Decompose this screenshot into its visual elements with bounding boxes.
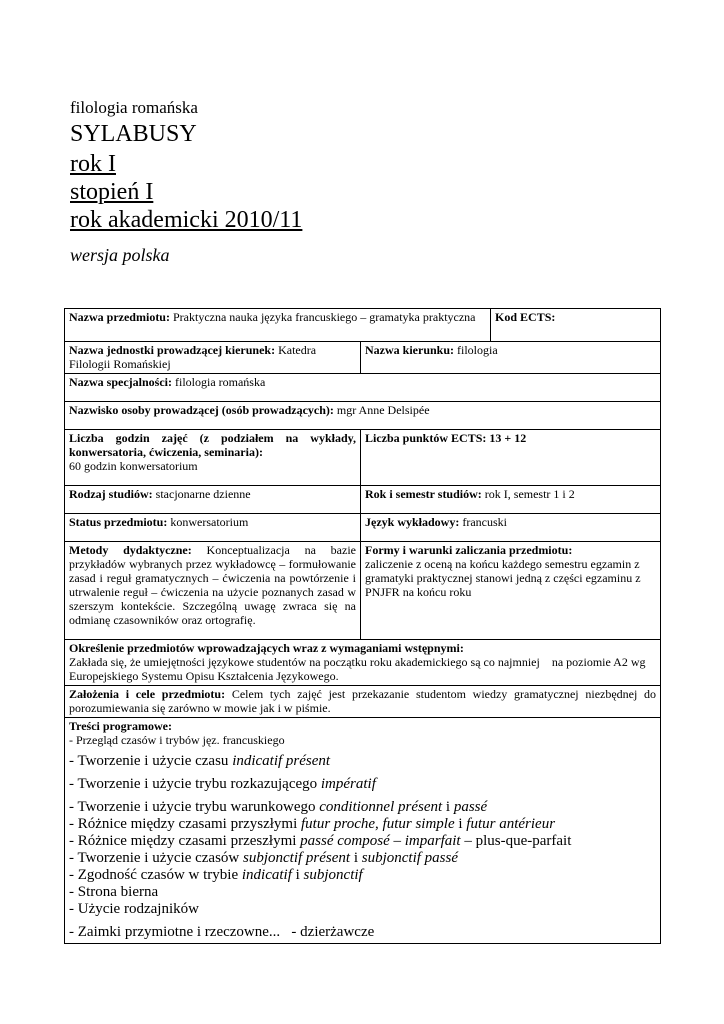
cell-ects-code bbox=[491, 309, 661, 342]
content-label: Treści programowe: bbox=[69, 719, 172, 733]
row-subject bbox=[65, 309, 661, 342]
cell-unit bbox=[65, 342, 361, 374]
cell-year-semester bbox=[361, 486, 661, 514]
hours-value: 60 godzin konwersatorium bbox=[69, 459, 198, 473]
content-line-9: - Strona bierna bbox=[69, 884, 159, 900]
status-label: Status przedmiotu: bbox=[69, 515, 168, 529]
year-semester-label: Rok i semestr studiów: bbox=[365, 487, 482, 501]
unit-value: Katedra Filologii Romańskiej bbox=[69, 343, 317, 371]
subject-value: Praktyczna nauka języka francuskiego – gramatyka praktyczna bbox=[172, 310, 476, 324]
ects-points-label: Liczba punktów ECTS: bbox=[365, 431, 487, 445]
content-line-1: - Przegląd czasów i trybów jęz. francuskiego bbox=[69, 733, 285, 747]
teacher-value: mgr Anne Delsipée bbox=[336, 403, 430, 417]
row-methods bbox=[65, 542, 661, 640]
row-prerequisites bbox=[65, 640, 661, 686]
goals-value: Celem tych zajęć jest przekazanie studentom wiedzy gramatycznej niezbędnej do porozumiewania się zarówno w mowie jak i w piśmie. bbox=[69, 687, 657, 715]
cell-forms bbox=[361, 542, 661, 640]
language-label: Język wykładowy: bbox=[365, 515, 460, 529]
cell-study-type bbox=[65, 486, 361, 514]
subject-label: Nazwa przedmiotu: bbox=[69, 310, 170, 324]
document-title: SYLABUSY bbox=[70, 121, 197, 147]
goals-label: Założenia i cele przedmiotu: bbox=[69, 687, 226, 701]
content-line-8: - Zgodność czasów w trybie indicatif i subjonctif bbox=[69, 867, 363, 883]
specialty-label: Nazwa specjalności: bbox=[69, 375, 172, 389]
field-label: Nazwa kierunku: bbox=[365, 343, 455, 357]
ects-points-value: 13 + 12 bbox=[489, 431, 527, 445]
faculty-name: filologia romańska bbox=[70, 98, 198, 117]
row-goals bbox=[65, 686, 661, 718]
cell-status bbox=[65, 514, 361, 542]
academic-year: rok akademicki 2010/11 bbox=[70, 207, 303, 233]
row-unit bbox=[65, 342, 661, 374]
cell-goals bbox=[65, 686, 661, 718]
hours-label: Liczba godzin zajęć (z podziałem na wykłady, konwersatoria, ćwiczenia, seminaria): bbox=[69, 431, 356, 459]
cell-language bbox=[361, 514, 661, 542]
content-line-4: - Tworzenie i użycie trybu warunkowego conditionnel présent i passé bbox=[69, 799, 488, 815]
cell-subject bbox=[65, 309, 491, 342]
teacher-label: Nazwisko osoby prowadzącej (osób prowadzących): bbox=[69, 403, 334, 417]
cell-prerequisites bbox=[65, 640, 661, 686]
field-value: filologia bbox=[457, 343, 498, 357]
specialty-value: filologia romańska bbox=[174, 375, 266, 389]
content-line-5: - Różnice między czasami przyszłymi futur proche, futur simple i futur antérieur bbox=[69, 816, 556, 832]
content-line-6: - Różnice między czasami przeszłymi passé composé – imparfait – plus-que-parfait bbox=[69, 833, 572, 849]
row-specialty bbox=[65, 374, 661, 402]
ects-code-label: Kod ECTS: bbox=[495, 310, 556, 324]
row-study-type bbox=[65, 486, 661, 514]
methods-value: Konceptualizacja na bazie przykładów wybranych przez wykładowcę – formułowanie zasad i reguł gramatycznych – ćwiczenia na powtórzenie i utrwalenie reguł – ćwiczenia na użycie poznanych zasad w szerszym kontekście. Szczególną uwagę zwraca się na odmianę czasowników oraz ortografię. bbox=[69, 543, 356, 627]
syllabus-table bbox=[64, 308, 661, 944]
content-line-3: - Tworzenie i użycie trybu rozkazującego impératif bbox=[69, 776, 376, 792]
cell-methods bbox=[65, 542, 361, 640]
forms-label: Formy i warunki zaliczania przedmiotu: bbox=[365, 543, 573, 557]
row-status bbox=[65, 514, 661, 542]
row-teacher bbox=[65, 402, 661, 430]
study-type-label: Rodzaj studiów: bbox=[69, 487, 153, 501]
cell-teacher bbox=[65, 402, 661, 430]
language-value: francuski bbox=[462, 515, 507, 529]
content-line-7: - Tworzenie i użycie czasów subjonctif présent i subjonctif passé bbox=[69, 850, 459, 866]
unit-label: Nazwa jednostki prowadzącej kierunek: bbox=[69, 343, 276, 357]
row-hours bbox=[65, 430, 661, 486]
cell-specialty bbox=[65, 374, 661, 402]
year-semester-value: rok I, semestr 1 i 2 bbox=[484, 487, 575, 501]
prerequisites-value: Zakłada się, że umiejętności językowe studentów na początku roku akademickiego są co najmniej na poziomie A2 wg Europejskiego Systemu Opisu Kształcenia Językowego. bbox=[69, 655, 649, 683]
study-year: rok I bbox=[70, 151, 116, 177]
content-line-2: - Tworzenie i użycie czasu indicatif présent bbox=[69, 753, 331, 769]
study-type-value: stacjonarne dzienne bbox=[155, 487, 251, 501]
cell-hours bbox=[65, 430, 361, 486]
cell-content bbox=[65, 718, 661, 944]
language-version: wersja polska bbox=[70, 245, 170, 265]
content-line-11: - Zaimki przymiotne i rzeczowne... - dzierżawcze bbox=[69, 924, 375, 940]
prerequisites-label: Określenie przedmiotów wprowadzających wraz z wymaganiami wstępnymi: bbox=[69, 641, 464, 655]
row-content bbox=[65, 718, 661, 944]
content-line-10: - Użycie rodzajników bbox=[69, 901, 199, 917]
forms-value: zaliczenie z oceną na końcu każdego semestru egzamin z gramatyki praktycznej stanowi jedną z części egzaminu z PNJFR na końcu roku bbox=[365, 557, 641, 599]
cell-field bbox=[361, 342, 661, 374]
degree-level: stopień I bbox=[70, 179, 154, 205]
status-value: konwersatorium bbox=[170, 515, 249, 529]
cell-ects-points bbox=[361, 430, 661, 486]
methods-label: Metody dydaktyczne: bbox=[69, 543, 192, 557]
